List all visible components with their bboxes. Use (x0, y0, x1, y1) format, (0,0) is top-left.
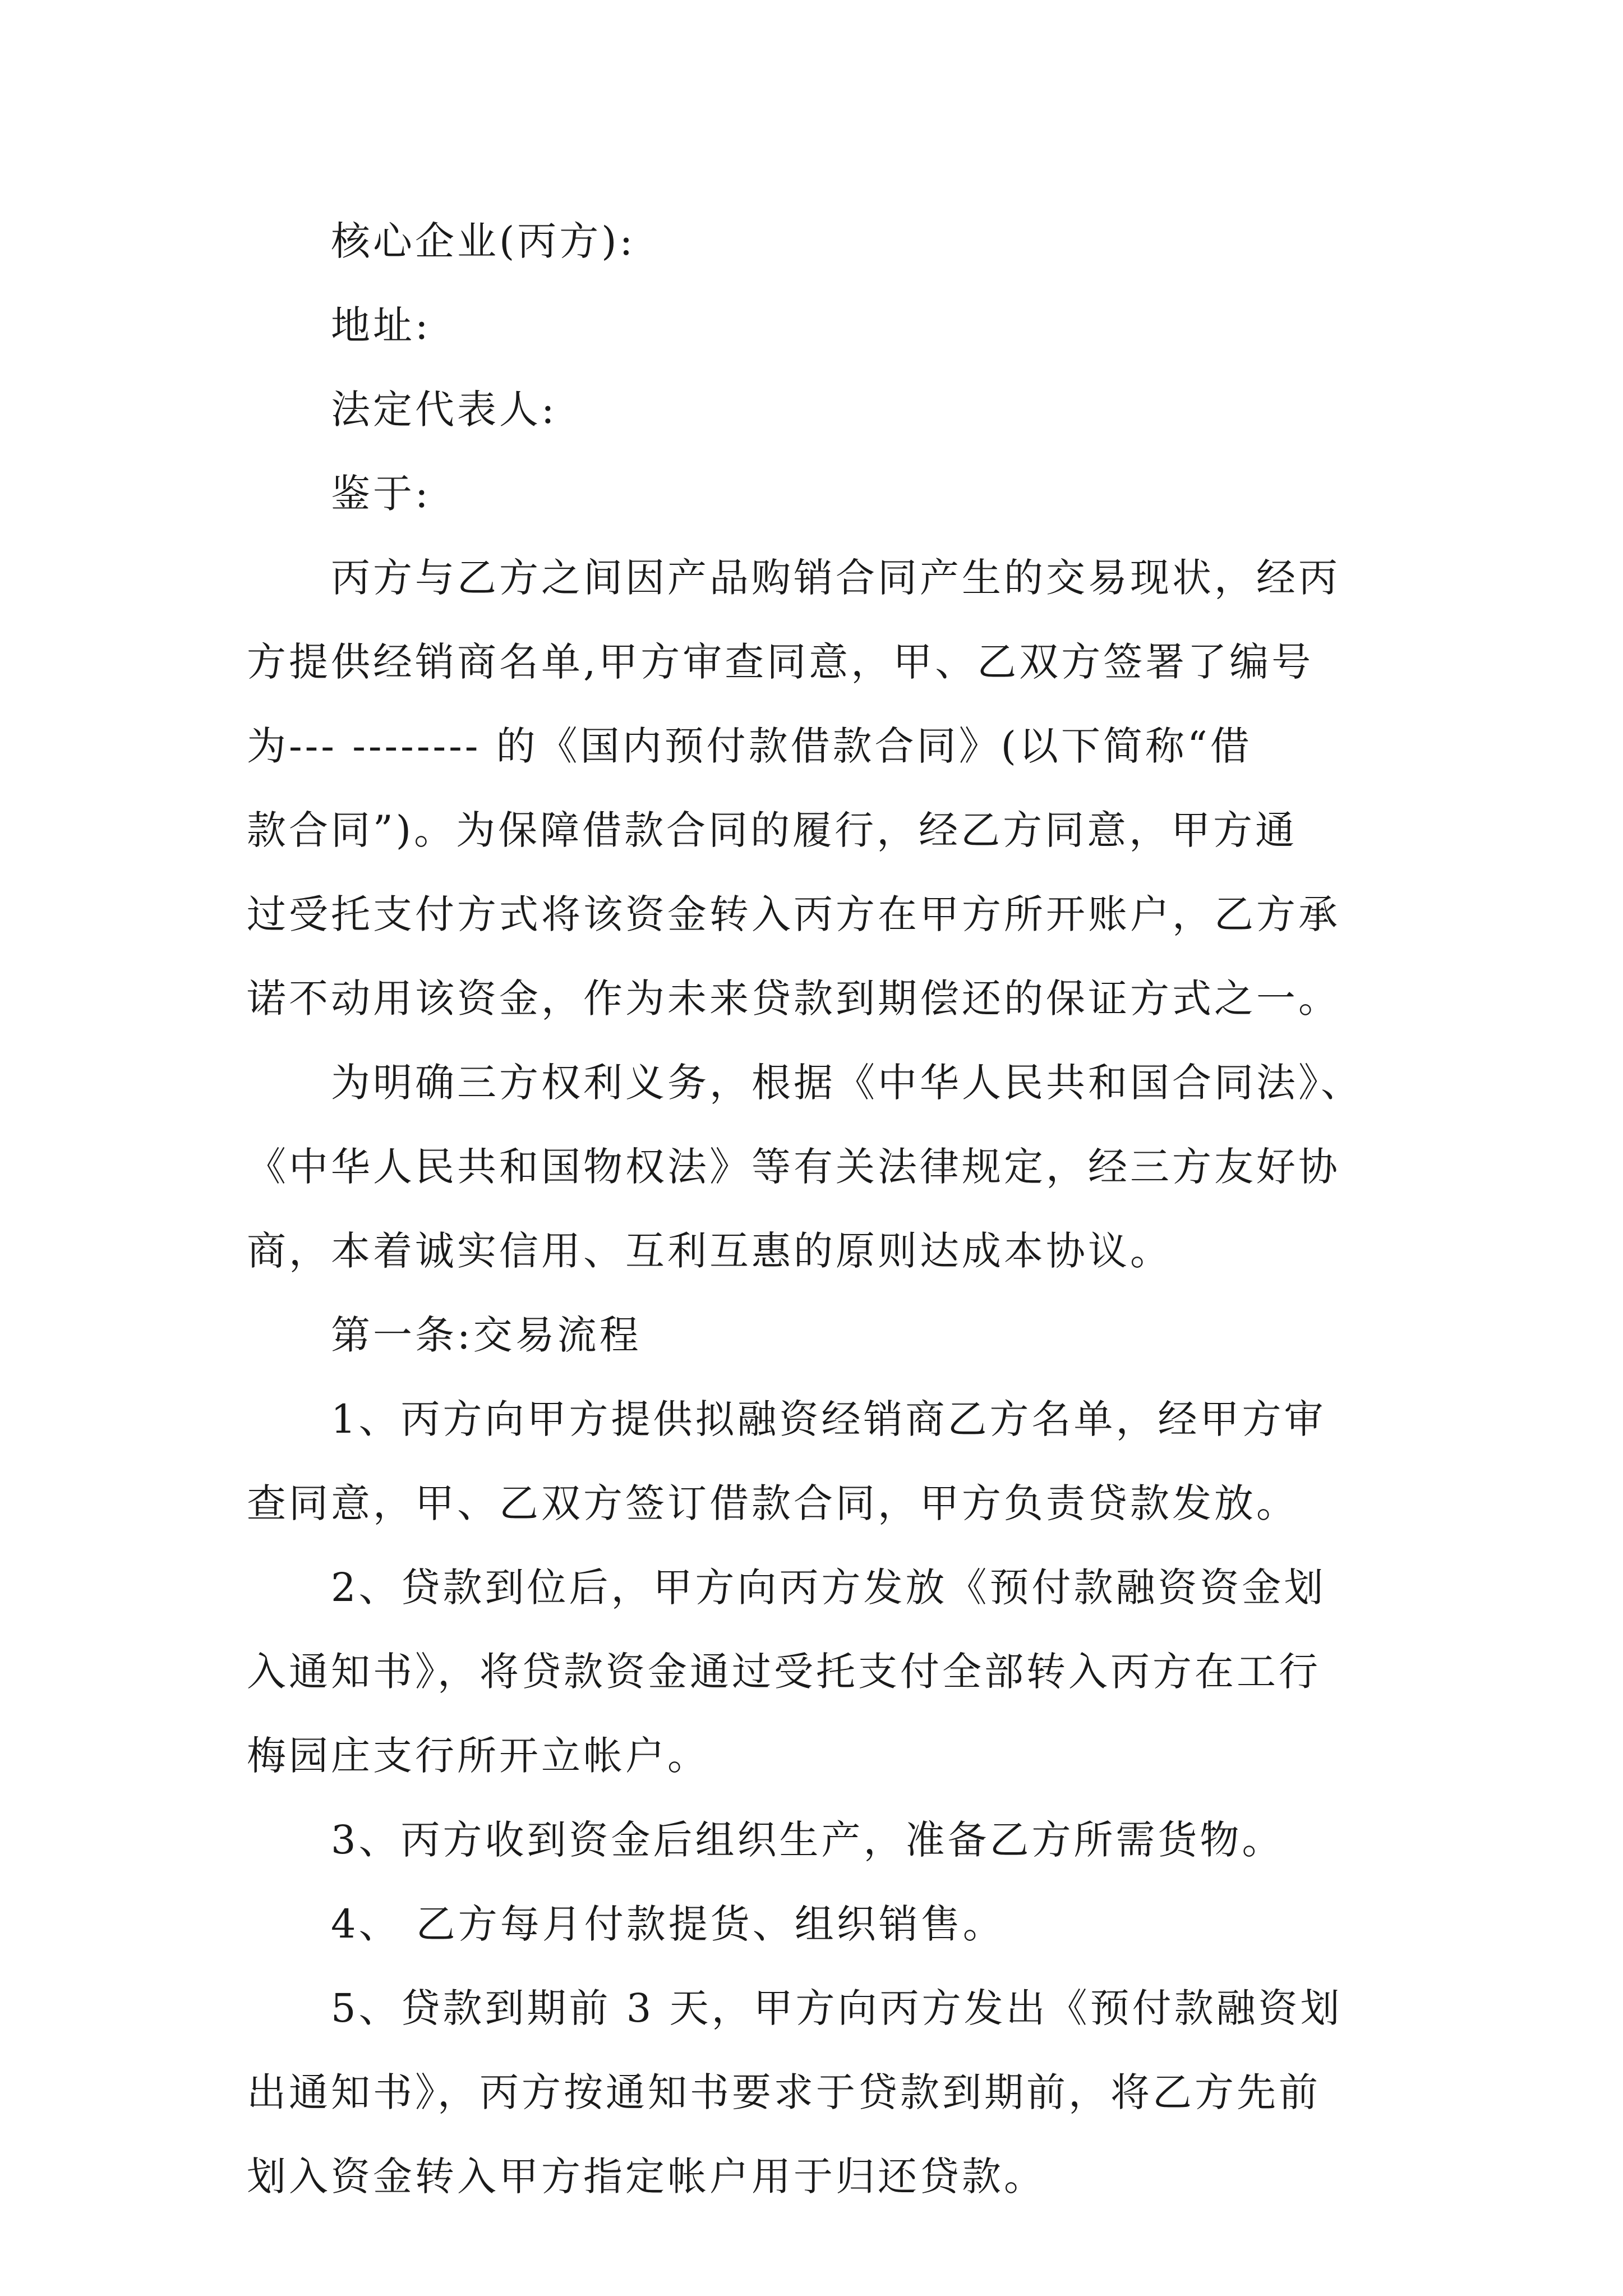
paragraph-line: 为--- -------- 的《国内预付款借款合同》(以下简称“借 (247, 723, 1252, 769)
legal-representative-label: 法定代表人: (331, 386, 557, 432)
list-item-line: 梅园庄支行所开立帐户。 (247, 1733, 709, 1779)
list-item-line: 3、丙方收到资金后组织生产，准备乙方所需货物。 (331, 1817, 1284, 1863)
party-c-heading: 核心企业(丙方): (331, 218, 636, 264)
list-item-line: 2、贷款到位后，甲方向丙方发放《预付款融资资金划 (331, 1565, 1326, 1611)
list-item-line: 1、丙方向甲方提供拟融资经销商乙方名单，经甲方审 (331, 1396, 1326, 1442)
list-item-line: 划入资金转入甲方指定帐户用于归还贷款。 (247, 2154, 1046, 2200)
paragraph-line: 诺不动用该资金，作为未来贷款到期偿还的保证方式之一。 (247, 976, 1340, 1022)
document-body (247, 199, 1380, 2219)
list-item-line: 入通知书》，将贷款资金通过受托支付全部转入丙方在工行 (247, 1649, 1321, 1695)
paragraph-line: 丙方与乙方之间因产品购销合同产生的交易现状，经丙 (331, 555, 1340, 601)
list-item-line: 出通知书》，丙方按通知书要求于贷款到期前，将乙方先前 (247, 2069, 1321, 2115)
whereas-label: 鉴于: (331, 471, 431, 517)
paragraph-line: 《中华人民共和国物权法》等有关法律规定，经三方友好协 (247, 1144, 1340, 1190)
list-item-line: 查同意，甲、乙双方签订借款合同，甲方负责贷款发放。 (247, 1480, 1298, 1526)
paragraph-line: 方提供经销商名单,甲方审查同意，甲、乙双方签署了编号 (247, 639, 1314, 685)
paragraph-line: 商，本着诚实信用、互利互惠的原则达成本协议。 (247, 1228, 1172, 1274)
paragraph-line: 为明确三方权利义务，根据《中华人民共和国合同法》、 (331, 1060, 1363, 1106)
paragraph-line: 款合同”)。为保障借款合同的履行，经乙方同意，甲方通 (247, 807, 1298, 853)
address-label: 地址: (331, 302, 431, 348)
paragraph-line: 过受托支付方式将该资金转入丙方在甲方所开账户，乙方承 (247, 891, 1340, 937)
article-one-heading: 第一条:交易流程 (331, 1312, 642, 1358)
list-item-line: 4、 乙方每月付款提货、组织销售。 (331, 1901, 1005, 1947)
list-item-line: 5、贷款到期前 3 天，甲方向丙方发出《预付款融资划 (331, 1985, 1343, 2031)
